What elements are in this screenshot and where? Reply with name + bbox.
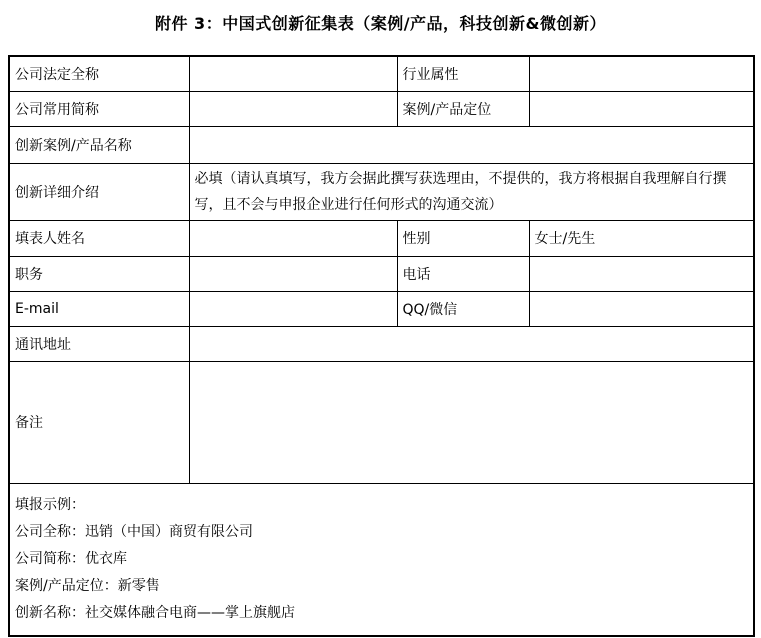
example-section-cell: [9, 483, 754, 636]
table-row-example: [9, 483, 754, 636]
example-line-company-full-name: 公司全称：迅销（中国）商贸有限公司: [15, 523, 253, 540]
input-cell-job-title[interactable]: [189, 256, 397, 291]
input-cell-company-short-name[interactable]: [189, 91, 397, 126]
table-row-address: [9, 326, 754, 361]
label-email: E-mail: [9, 291, 189, 326]
input-cell-remark[interactable]: [189, 361, 754, 483]
label-innovation-case-name: 创新案例/产品名称: [9, 126, 189, 163]
input-cell-case-positioning[interactable]: [529, 91, 754, 126]
label-qq-wechat: QQ/微信: [397, 291, 529, 326]
input-cell-email[interactable]: [189, 291, 397, 326]
input-cell-qq-wechat[interactable]: [529, 291, 754, 326]
table-row-company-short-name: [9, 91, 754, 126]
table-row-innovation-case-name: [9, 126, 754, 163]
table-row-company-full-name: [9, 56, 754, 91]
innovation-detail-note: 必填（请认真填写，我方会据此撰写获选理由，不提供的，我方将根据自我理解自行撰写，且不会与申报企业进行任何形式的沟通交流）: [189, 163, 754, 220]
label-phone: 电话: [397, 256, 529, 291]
table-row-email: [9, 291, 754, 326]
example-line-company-short-name: 公司简称：优衣库: [15, 550, 127, 567]
label-company-full-name: 公司法定全称: [9, 56, 189, 91]
label-industry: 行业属性: [397, 56, 529, 91]
label-case-positioning: 案例/产品定位: [397, 91, 529, 126]
input-cell-innovation-case-name[interactable]: [189, 126, 754, 163]
label-address: 通讯地址: [9, 326, 189, 361]
label-innovation-detail: 创新详细介绍: [9, 163, 189, 220]
example-line-innovation-name: 创新名称：社交媒体融合电商——掌上旗舰店: [15, 604, 295, 621]
label-gender: 性别: [397, 220, 529, 256]
label-filler-name: 填表人姓名: [9, 220, 189, 256]
input-cell-filler-name[interactable]: [189, 220, 397, 256]
input-cell-phone[interactable]: [529, 256, 754, 291]
input-cell-company-full-name[interactable]: [189, 56, 397, 91]
label-company-short-name: 公司常用简称: [9, 91, 189, 126]
table-row-filler-name: [9, 220, 754, 256]
innovation-form-table: [8, 55, 755, 637]
gender-value-cell[interactable]: 女士/先生: [529, 220, 754, 256]
input-cell-industry[interactable]: [529, 56, 754, 91]
table-row-remark: [9, 361, 754, 483]
example-line-heading: 填报示例：: [15, 496, 85, 513]
label-remark: 备注: [9, 361, 189, 483]
input-cell-address[interactable]: [189, 326, 754, 361]
example-line-case-positioning: 案例/产品定位：新零售: [15, 577, 160, 594]
table-row-job-title: [9, 256, 754, 291]
label-job-title: 职务: [9, 256, 189, 291]
table-row-innovation-detail: [9, 163, 754, 220]
page-title: 附件 3：中国式创新征集表（案例/产品，科技创新&微创新）: [154, 14, 606, 33]
